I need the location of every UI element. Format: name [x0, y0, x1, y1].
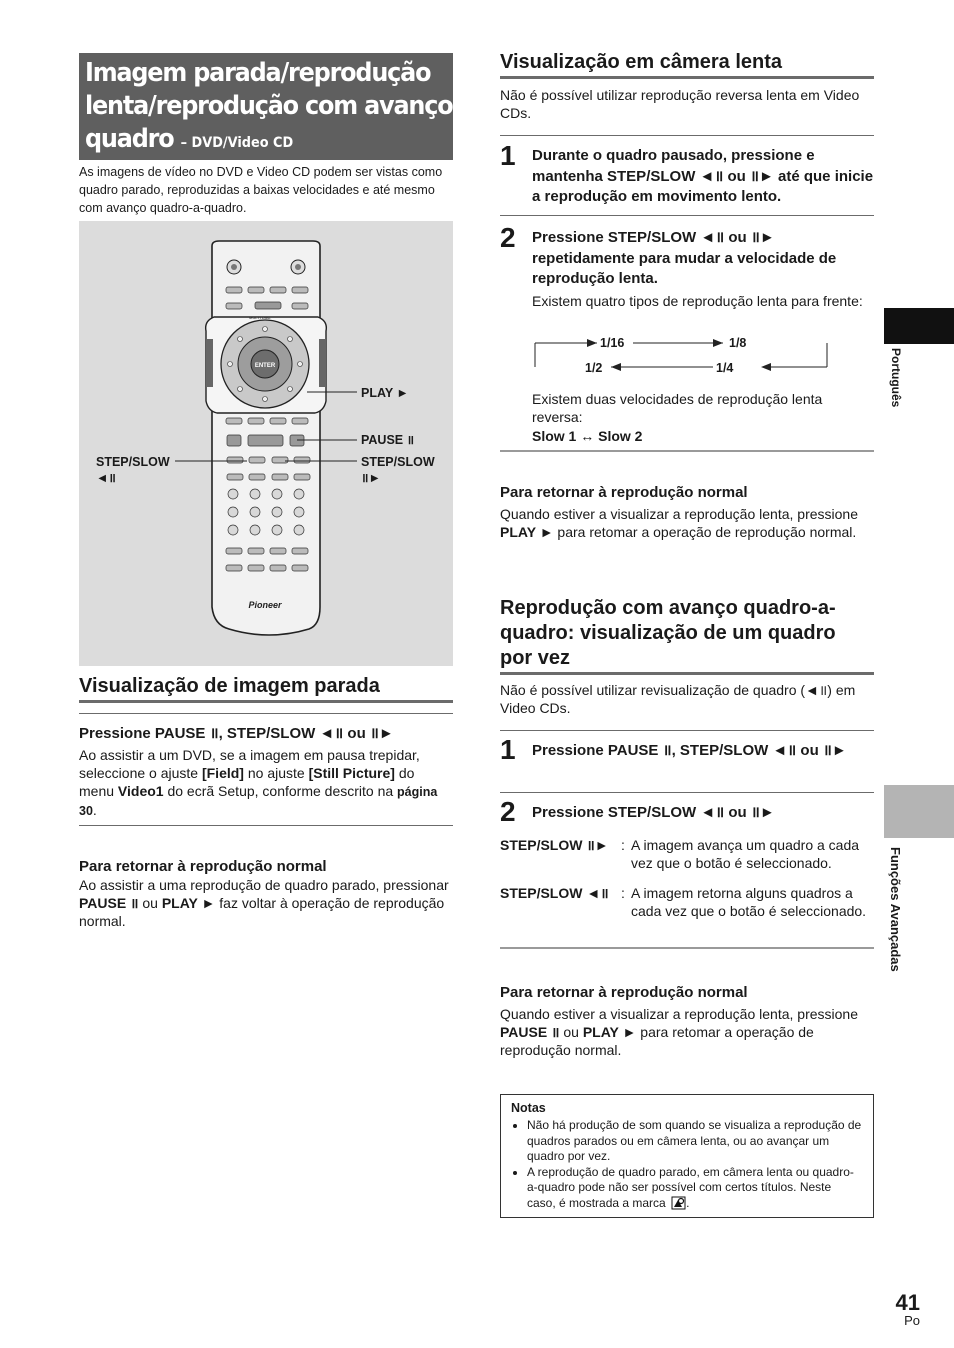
still-body-p8: . [92, 802, 97, 818]
still-body-text [79, 746, 453, 820]
still-body-page-ref: página 30 [79, 785, 438, 818]
still-step-heading: Pressione PAUSE ॥, STEP/SLOW ◄॥ ou ॥► [79, 725, 394, 742]
frame-return-pause: PAUSE ॥ [500, 1024, 560, 1040]
frame-return-text [500, 1005, 874, 1059]
note-item-2-end: . [686, 1195, 690, 1210]
language-tab-label: Português [889, 348, 903, 408]
still-image-heading: Visualização de imagem parada [79, 674, 453, 703]
callout-pause: PAUSE ॥ [361, 433, 415, 447]
notes-title: Notas [511, 1101, 546, 1115]
divider [79, 825, 453, 826]
frame-def-2-label: STEP/SLOW ◄॥ [500, 885, 609, 901]
still-return-p2: ou [138, 895, 162, 911]
slow-step-1-text: Durante o quadro pausado, pressione e mantenha STEP/SLOW ◄॥ ou ॥► até que inicie a reprodução em movimento lento. [532, 147, 874, 205]
prohibited-mark-icon [671, 1196, 686, 1210]
frame-heading-line-2: quadro: visualização de um quadro [500, 622, 836, 644]
notes-box [500, 1094, 874, 1218]
chapter-title-line-2: lenta/reprodução com avanço de [85, 91, 491, 121]
frame-return-p2: ou [559, 1024, 583, 1040]
still-body-p6: do ecrã Setup, conforme descrito na [163, 783, 398, 799]
still-return-p4: faz voltar à operação de reprodução normal. [79, 895, 445, 929]
still-body-video1: Video1 [117, 783, 164, 799]
divider [500, 792, 874, 793]
callout-step-slow-forward [361, 454, 435, 486]
chapter-title-line-1: Imagem parada/reprodução [85, 58, 431, 88]
frame-def-1-label: STEP/SLOW ॥► [500, 837, 609, 853]
frame-def-1-text: A imagem avança um quadro a cada vez que o botão é seleccionado. [631, 837, 860, 871]
frame-def-1-colon: : [621, 837, 625, 853]
slow-step-1-number: 1 [500, 140, 516, 171]
still-return-p0: Ao assistir a uma reprodução de quadro parado, pressionar [79, 877, 449, 893]
callout-step-slow-reverse-line2: ◄॥ [96, 471, 116, 485]
frame-return-p0: Quando estiver a visualizar a reprodução lenta, pressione [500, 1006, 858, 1022]
still-return-text [79, 876, 453, 930]
still-return-pause: PAUSE ॥ [79, 895, 139, 911]
frame-step-1-number: 1 [500, 734, 516, 765]
frame-def-2-text: A imagem retorna alguns quadros a cada vez que o botão é seleccionado. [631, 885, 867, 919]
divider [500, 135, 874, 136]
still-return-play: PLAY ► [161, 895, 216, 911]
slow-return-p2: para retomar a operação de reprodução normal. [553, 524, 857, 540]
intro-paragraph: As imagens de vídeo no DVD e Video CD podem ser vistas como quadro parado, reproduzidas a baixas velocidades e até mesmo com avanço quadro-a-quadro. [79, 165, 443, 215]
remote-illustration-panel [79, 221, 453, 666]
divider [79, 713, 453, 714]
still-return-heading: Para retornar à reprodução normal [79, 858, 327, 875]
slow-return-play: PLAY ► [500, 524, 554, 540]
speed-1-8: 1/8 [729, 336, 747, 350]
frame-advance-intro: Não é possível utilizar revisualização de quadro (◄॥) em Video CDs. [500, 682, 856, 716]
slow-step-2-number: 2 [500, 222, 516, 253]
frame-heading-line-1: Reprodução com avanço quadro-a- [500, 597, 836, 619]
speed-cycle-arrows [533, 333, 833, 375]
slow-speed-diagram [533, 333, 833, 375]
frame-def-2-colon: : [621, 885, 625, 901]
speed-1-16: 1/16 [600, 336, 625, 350]
frame-return-p4: para retomar a operação de reprodução normal. [500, 1024, 814, 1058]
chapter-title-line-3-text: quadro [85, 124, 174, 154]
frame-advance-heading [500, 596, 874, 675]
still-body-field: [Field] [201, 765, 244, 781]
slow-return-text [500, 505, 874, 541]
chapter-title-line-3 [85, 123, 418, 160]
page-language-code: Po [904, 1313, 920, 1328]
callout-play: PLAY ► [361, 386, 409, 400]
divider [500, 450, 874, 452]
chapter-title-box [79, 53, 491, 160]
chapter-title-suffix: – DVD/Video CD [180, 135, 294, 151]
callout-step-slow-reverse [96, 454, 170, 486]
frame-step-2-number: 2 [500, 796, 516, 827]
still-body-p0: Ao assistir a um DVD, se a imagem em pausa trepidar, seleccione o ajuste [79, 747, 420, 781]
slow-motion-heading: Visualização em câmera lenta [500, 50, 874, 79]
slow-return-heading: Para retornar à reprodução normal [500, 484, 748, 501]
frame-return-heading: Para retornar à reprodução normal [500, 984, 748, 1001]
enter-label: ENTER [254, 363, 276, 369]
slow-return-p0: Quando estiver a visualizar a reprodução lenta, pressione [500, 506, 858, 522]
note-item: • Não há produção de som quando se visualiza a reprodução de quadros parados ou em câmera lenta, ou ao avançar um quadro por vez. [527, 1118, 863, 1165]
frame-return-play: PLAY ► [582, 1024, 637, 1040]
pioneer-logo: Pioneer [248, 600, 282, 610]
slow-motion-intro: Não é possível utilizar reprodução reversa lenta em Video CDs. [500, 87, 860, 121]
section-tab-label: Funções Avançadas [888, 847, 903, 972]
still-body-p2: no ajuste [243, 765, 309, 781]
divider [500, 215, 874, 216]
callout-step-slow-reverse-line1: STEP/SLOW [96, 455, 170, 469]
notes-list [511, 1118, 863, 1211]
note-item [527, 1165, 863, 1212]
slow-reverse-text: Existem duas velocidades de reprodução lenta reversa: [532, 391, 823, 425]
frame-step-1-text: Pressione PAUSE ॥, STEP/SLOW ◄॥ ou ॥► [532, 742, 847, 759]
slow-step-2-text: Pressione STEP/SLOW ◄॥ ou ॥► repetidamente para mudar a velocidade de reprodução lenta. [532, 229, 837, 287]
multi-dial-tiny-label: MULTI DIAL [249, 315, 271, 320]
section-tab-marker [884, 785, 954, 838]
speed-1-4: 1/4 [716, 361, 734, 375]
language-tab-marker [884, 308, 954, 344]
callout-step-slow-forward-line1: STEP/SLOW [361, 455, 435, 469]
slow-forward-text: Existem quatro tipos de reprodução lenta para frente: [532, 293, 863, 309]
divider [500, 947, 874, 949]
still-body-p4: do menu [79, 765, 415, 799]
note-item-2-text: A reprodução de quadro parado, em câmera lenta ou quadro-a-quadro pode não ser possível com certos títulos. Neste caso, é mostrada a marca [527, 1164, 854, 1210]
slow-reverse-speeds: Slow 1 ↔ Slow 2 [532, 428, 643, 444]
speed-1-2: 1/2 [585, 361, 603, 375]
frame-heading-line-3: por vez [500, 647, 571, 669]
divider [500, 730, 874, 731]
page-number: 41 [895, 1290, 920, 1315]
still-body-still-picture: [Still Picture] [308, 765, 395, 781]
frame-step-2-text: Pressione STEP/SLOW ◄॥ ou ॥► [532, 804, 775, 821]
callout-step-slow-forward-line2: ॥► [361, 471, 381, 485]
